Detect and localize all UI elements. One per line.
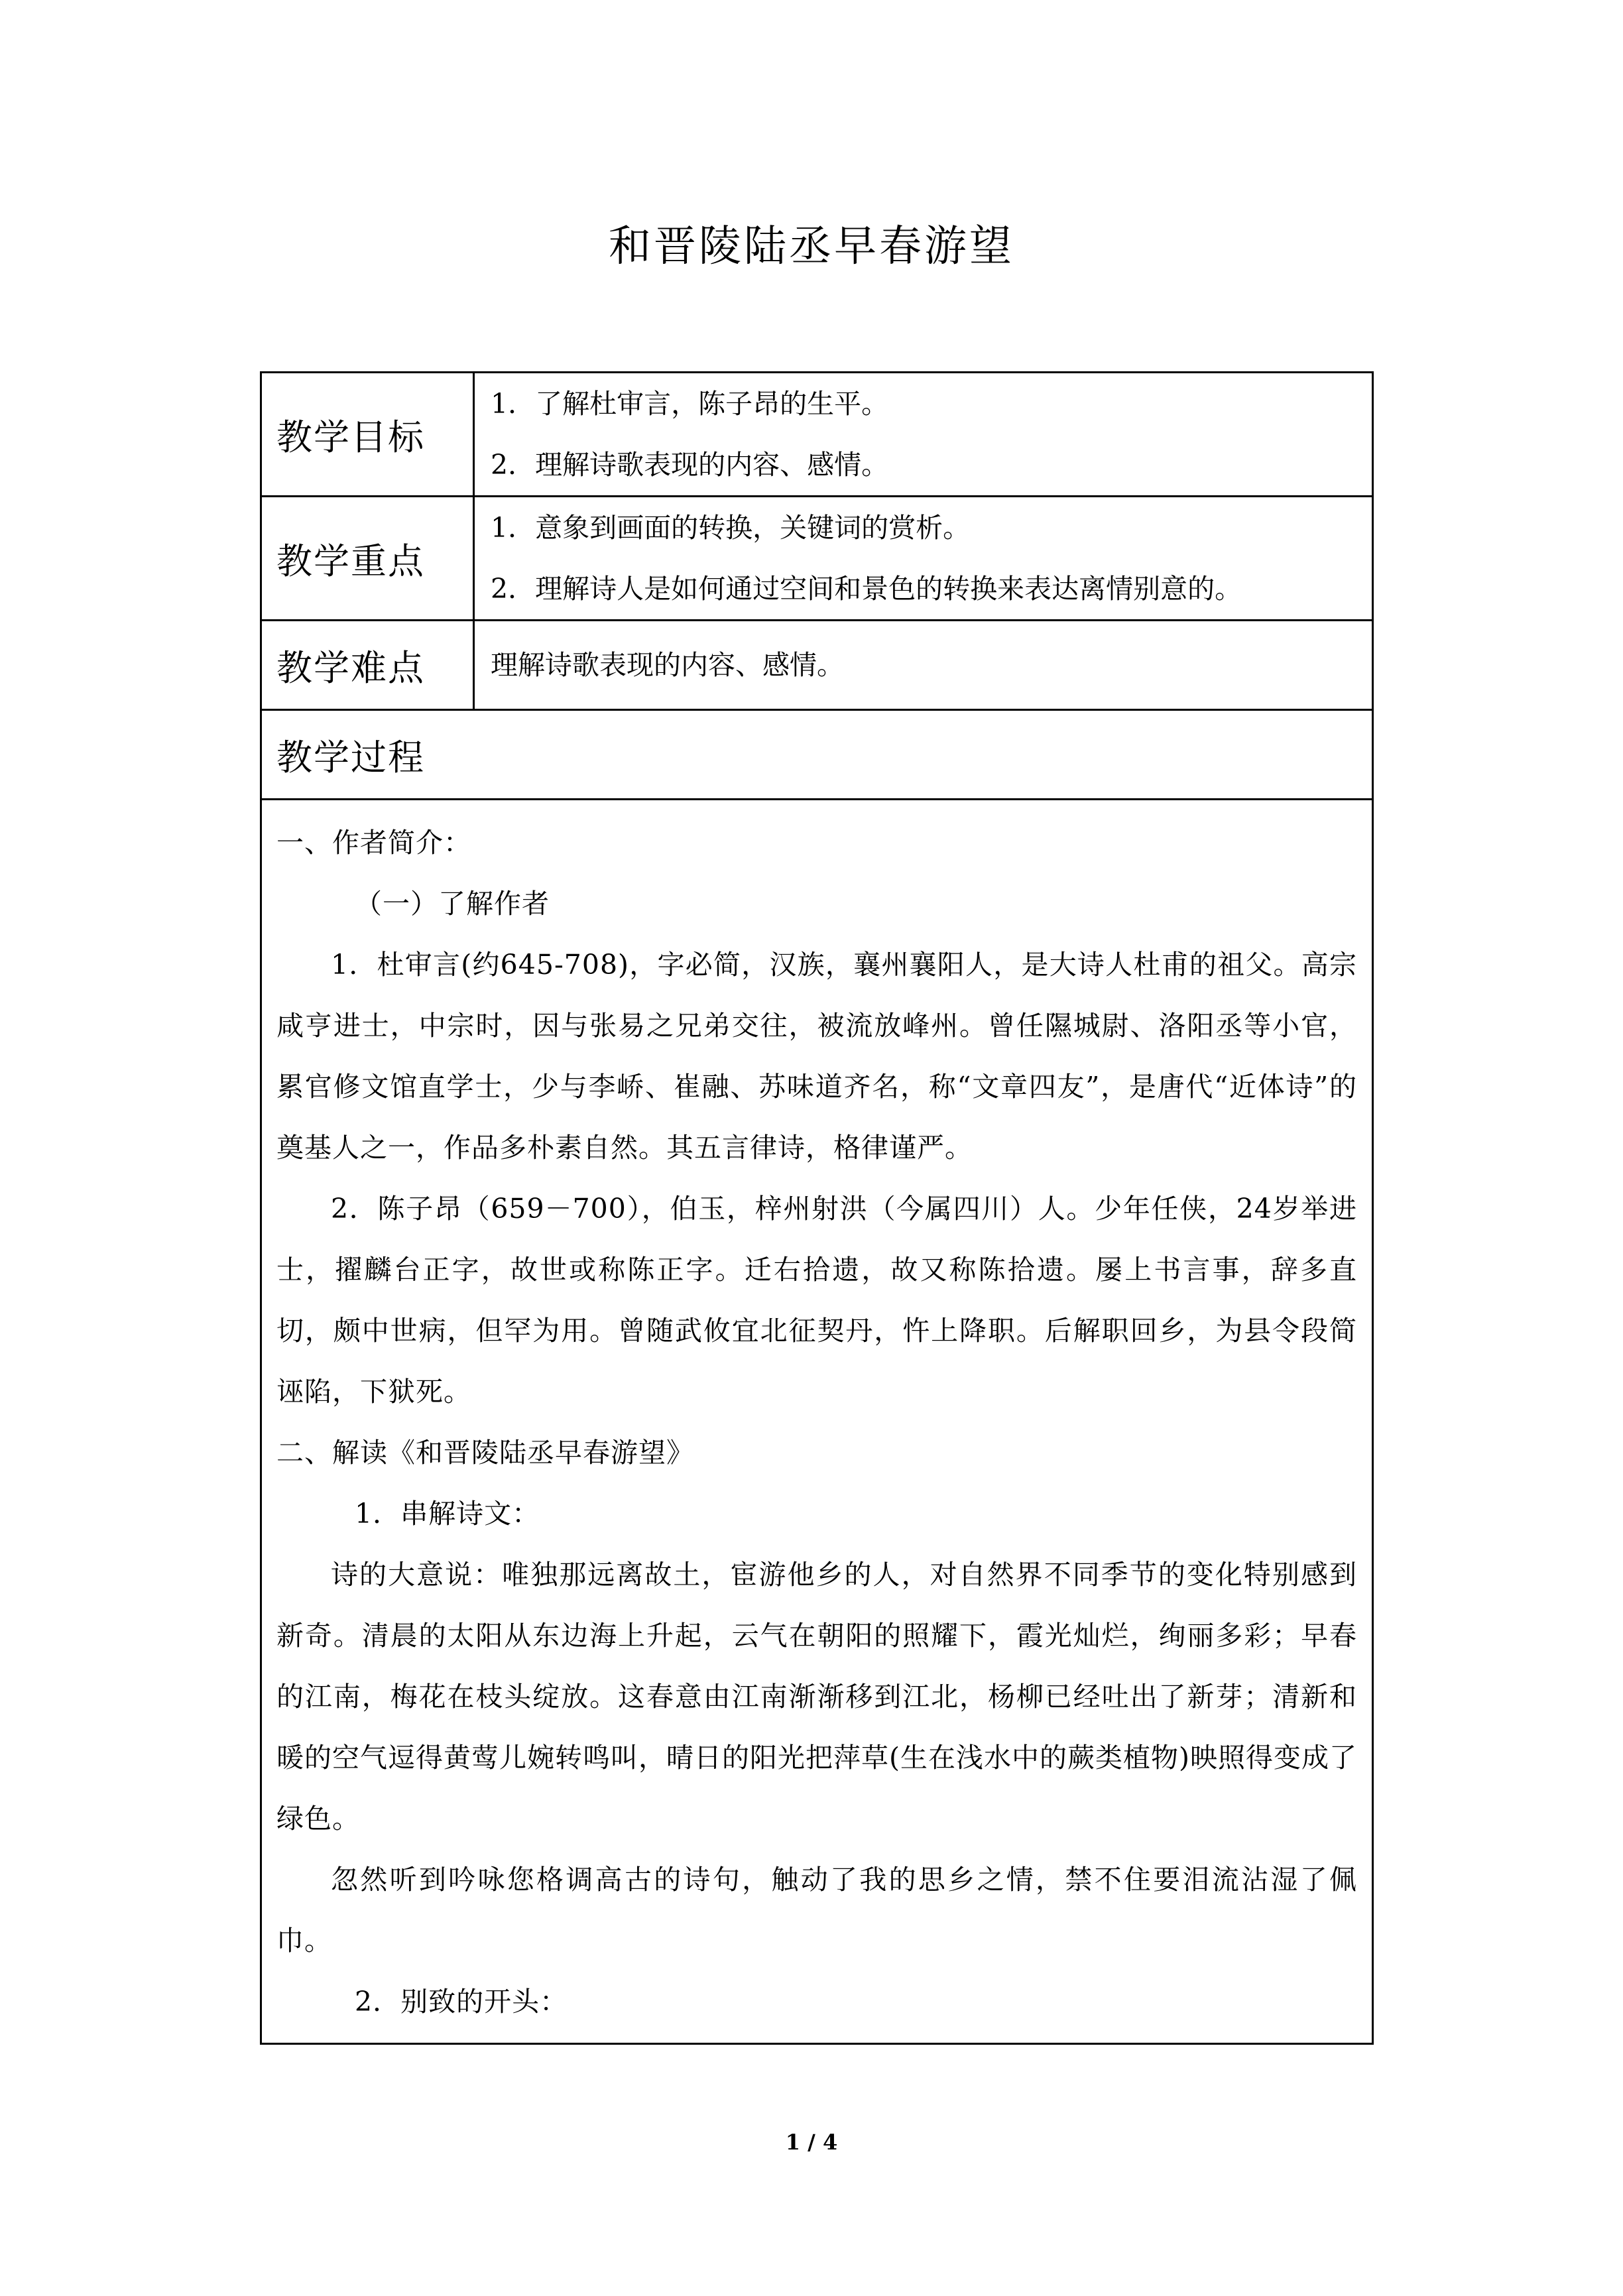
focus-item-1: 1．意象到画面的转换，关键词的赏析。 [491, 512, 971, 544]
document-title: 和晋陵陆丞早春游望 [609, 222, 1014, 271]
lesson-plan-table [260, 371, 1374, 2045]
page-number: 1 / 4 [785, 2130, 838, 2155]
focus-item-2: 2．理解诗人是如何通过空间和景色的转换来表达离情别意的。 [491, 573, 1242, 605]
paragraph-du-shenyan: 1．杜审言(约645-708)，字必简，汉族，襄州襄阳人，是大诗人杜甫的祖父。高宗咸亨进士，中宗时，因与张易之兄弟交往，被流放峰州。曾任隰城尉、洛阳丞等小官，累官修文馆直学士，少与李峤、崔融、苏味道齐名，称“文章四友”，是唐代“近体诗”的奠基人之一，作品多朴素自然。其五言律诗，格律谨严。 [276, 949, 1357, 1164]
row-teaching-focus [261, 497, 1373, 621]
paragraph-chen-ziang: 2．陈子昂（659－700），伯玉，梓州射洪（今属四川）人。少年任侠，24岁举进士，擢麟台正字，故世或称陈正字。迁右拾遗，故又称陈拾遗。屡上书言事，辞多直切，颇中世病，但罕为用。曾随武攸宜北征契丹，忤上降职。后解职回乡，为县令段简诬陷，下狱死。 [276, 1193, 1357, 1408]
label-teaching-difficulty: 教学难点 [261, 621, 474, 710]
paragraph-poem-meaning: 诗的大意说：唯独那远离故土，宦游他乡的人，对自然界不同季节的变化特别感到新奇。清晨的太阳从东边海上升起，云气在朝阳的照耀下，霞光灿烂，绚丽多彩；早春的江南，梅花在枝头绽放。这春意由江南渐渐移到江北，杨柳已经吐出了新芽；清新和暖的空气逗得黄莺儿婉转鸣叫，晴日的阳光把萍草(生在浅水中的蕨类植物)映照得变成了绿色。 [276, 1559, 1357, 1835]
row-teaching-goals [261, 373, 1373, 497]
label-teaching-goals: 教学目标 [261, 373, 474, 497]
section-heading-author: 一、作者简介： [276, 827, 471, 859]
label-teaching-process: 教学过程 [261, 710, 1373, 800]
goal-item-2: 2．理解诗歌表现的内容、感情。 [491, 449, 889, 481]
content-teaching-difficulty: 理解诗歌表现的内容、感情。 [474, 621, 1373, 710]
section-heading-interpretation: 二、解读《和晋陵陆丞早春游望》 [276, 1437, 694, 1469]
content-teaching-goals [474, 373, 1373, 497]
row-teaching-difficulty [261, 621, 1373, 710]
label-teaching-focus: 教学重点 [261, 497, 474, 621]
content-teaching-focus [474, 497, 1373, 621]
row-process-body [261, 800, 1373, 2044]
subheading-explain-poem: 1．串解诗文： [355, 1498, 540, 1530]
goal-item-1: 1．了解杜审言，陈子昂的生平。 [491, 388, 889, 420]
subheading-opening: 2．别致的开头： [355, 1986, 568, 2018]
subsection-heading-author: （一）了解作者 [355, 888, 550, 920]
row-teaching-process [261, 710, 1373, 800]
process-body [261, 800, 1373, 2044]
paragraph-homesickness: 忽然听到吟咏您格调高古的诗句，触动了我的思乡之情，禁不住要泪流沾湿了佩巾。 [276, 1864, 1357, 1957]
